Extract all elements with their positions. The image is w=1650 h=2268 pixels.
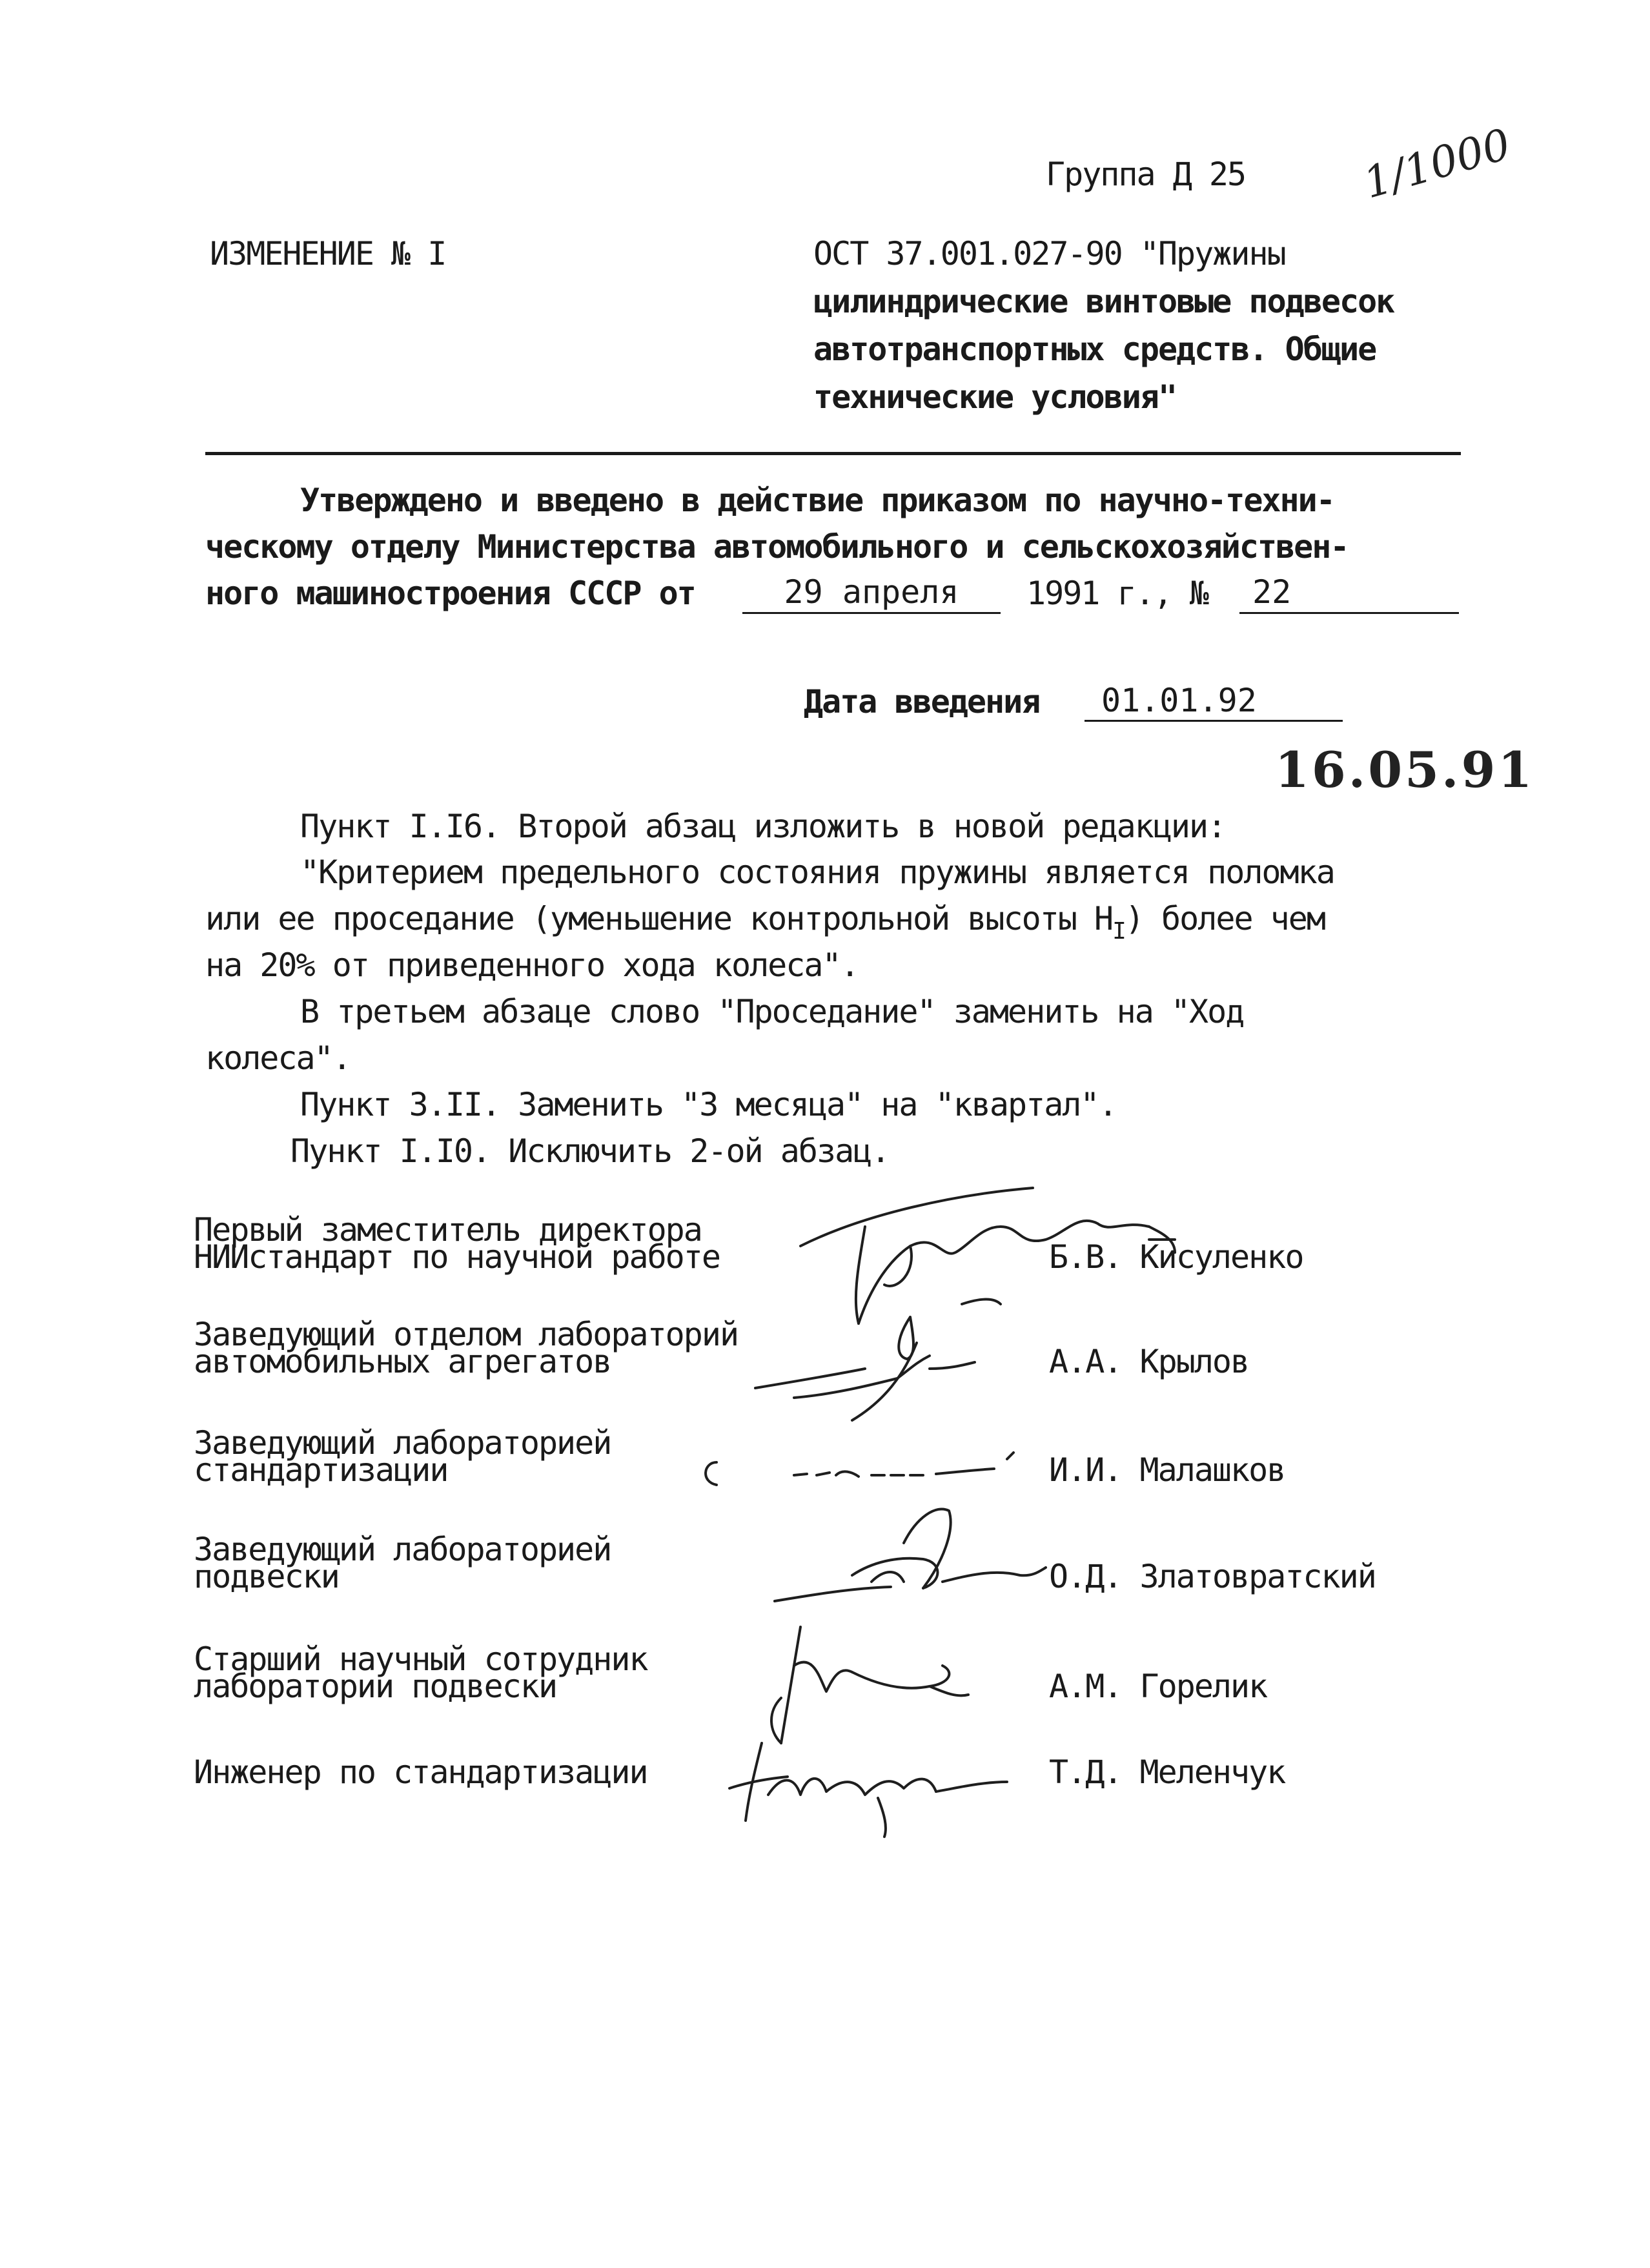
approval-year: 1991 г., № (1026, 575, 1208, 612)
approval-number: 22 (1252, 573, 1292, 611)
standard-title-line-3: автотранспортных средств. Общие (813, 331, 1376, 368)
signatory-3-name: И.И. Малашков (1049, 1451, 1285, 1489)
signatory-1-title-1: Первый заместитель директора (194, 1211, 702, 1249)
received-stamp: 16.05.91 (1275, 741, 1535, 799)
signatory-1-title-2: НИИстандарт по научной работе (194, 1238, 720, 1276)
standard-title-line-4: технические условия" (813, 378, 1177, 416)
approval-date: 29 апреля (784, 573, 959, 611)
approval-date-underline (742, 612, 1001, 614)
group-code: Группа Д 25 (1046, 156, 1246, 193)
signatory-6-name: Т.Д. Меленчук (1049, 1753, 1285, 1791)
signature-4-image (775, 1504, 1072, 1633)
signatory-3-title-2: стандартизации (194, 1451, 448, 1489)
standard-title-line-1: ОСТ 37.001.027-90 "Пружины (813, 235, 1285, 272)
change-label: ИЗМЕНЕНИЕ № I (210, 235, 446, 272)
body-line-6: колеса". (205, 1039, 351, 1077)
handwritten-note: 1/1000 (1358, 119, 1516, 209)
approval-line-1: Утверждено и введено в действие приказом по научно-техни- (300, 482, 1334, 519)
body-line-1: Пункт I.I6. Второй абзац изложить в новой редакции: (300, 808, 1226, 845)
approval-line-2: ческому отделу Министерства автомобильного и сельскохозяйствен- (205, 528, 1349, 566)
standard-title-line-2: цилиндрические винтовые подвесок (813, 283, 1394, 320)
intro-date-label: Дата введения (804, 683, 1040, 720)
signature-3-image (697, 1424, 1059, 1501)
approval-line-3-prefix: ного машиностроения СССР от (205, 575, 695, 612)
body-line-2: "Критерием предельного состояния пружины является поломка (300, 853, 1334, 891)
signatory-5-name: А.М. Горелик (1049, 1668, 1267, 1705)
signatory-2-title-2: автомобильных агрегатов (194, 1343, 611, 1380)
signatory-4-title-1: Заведующий лабораторией (194, 1531, 611, 1568)
signature-6-image (723, 1737, 1033, 1840)
body-line-8: Пункт I.I0. Исключить 2-ой абзац. (290, 1132, 890, 1170)
body-line-5: В третьем абзаце слово "Проседание" заменить на "Ход (300, 993, 1244, 1030)
header-divider (205, 452, 1461, 455)
body-line-4: на 20% от приведенного хода колеса". (205, 946, 859, 984)
signatory-2-name: А.А. Крылов (1049, 1343, 1249, 1380)
signatory-3-title-1: Заведующий лабораторией (194, 1424, 611, 1462)
intro-date-value: 01.01.92 (1101, 682, 1257, 719)
body-line-3: или ее проседание (уменьшение контрольной высоты $Н_I$) более чем (205, 900, 1325, 945)
signatory-4-title-2: подвески (194, 1558, 339, 1595)
signatory-5-title-2: лаборатории подвески (194, 1668, 557, 1705)
signatory-1-name: Б.В. Кисуленко (1049, 1238, 1303, 1276)
signatory-2-title-1: Заведующий отделом лабораторий (194, 1316, 738, 1353)
approval-number-underline (1239, 612, 1459, 614)
signature-2-image (755, 1298, 1026, 1440)
signatory-4-name: О.Д. Златовратский (1049, 1558, 1376, 1595)
signatory-5-title-1: Старший научный сотрудник (194, 1640, 647, 1678)
body-line-7: Пункт 3.II. Заменить "3 месяца" на "квартал". (300, 1086, 1117, 1123)
intro-date-underline (1085, 720, 1343, 722)
signatory-6-title-1: Инженер по стандартизации (194, 1753, 647, 1791)
